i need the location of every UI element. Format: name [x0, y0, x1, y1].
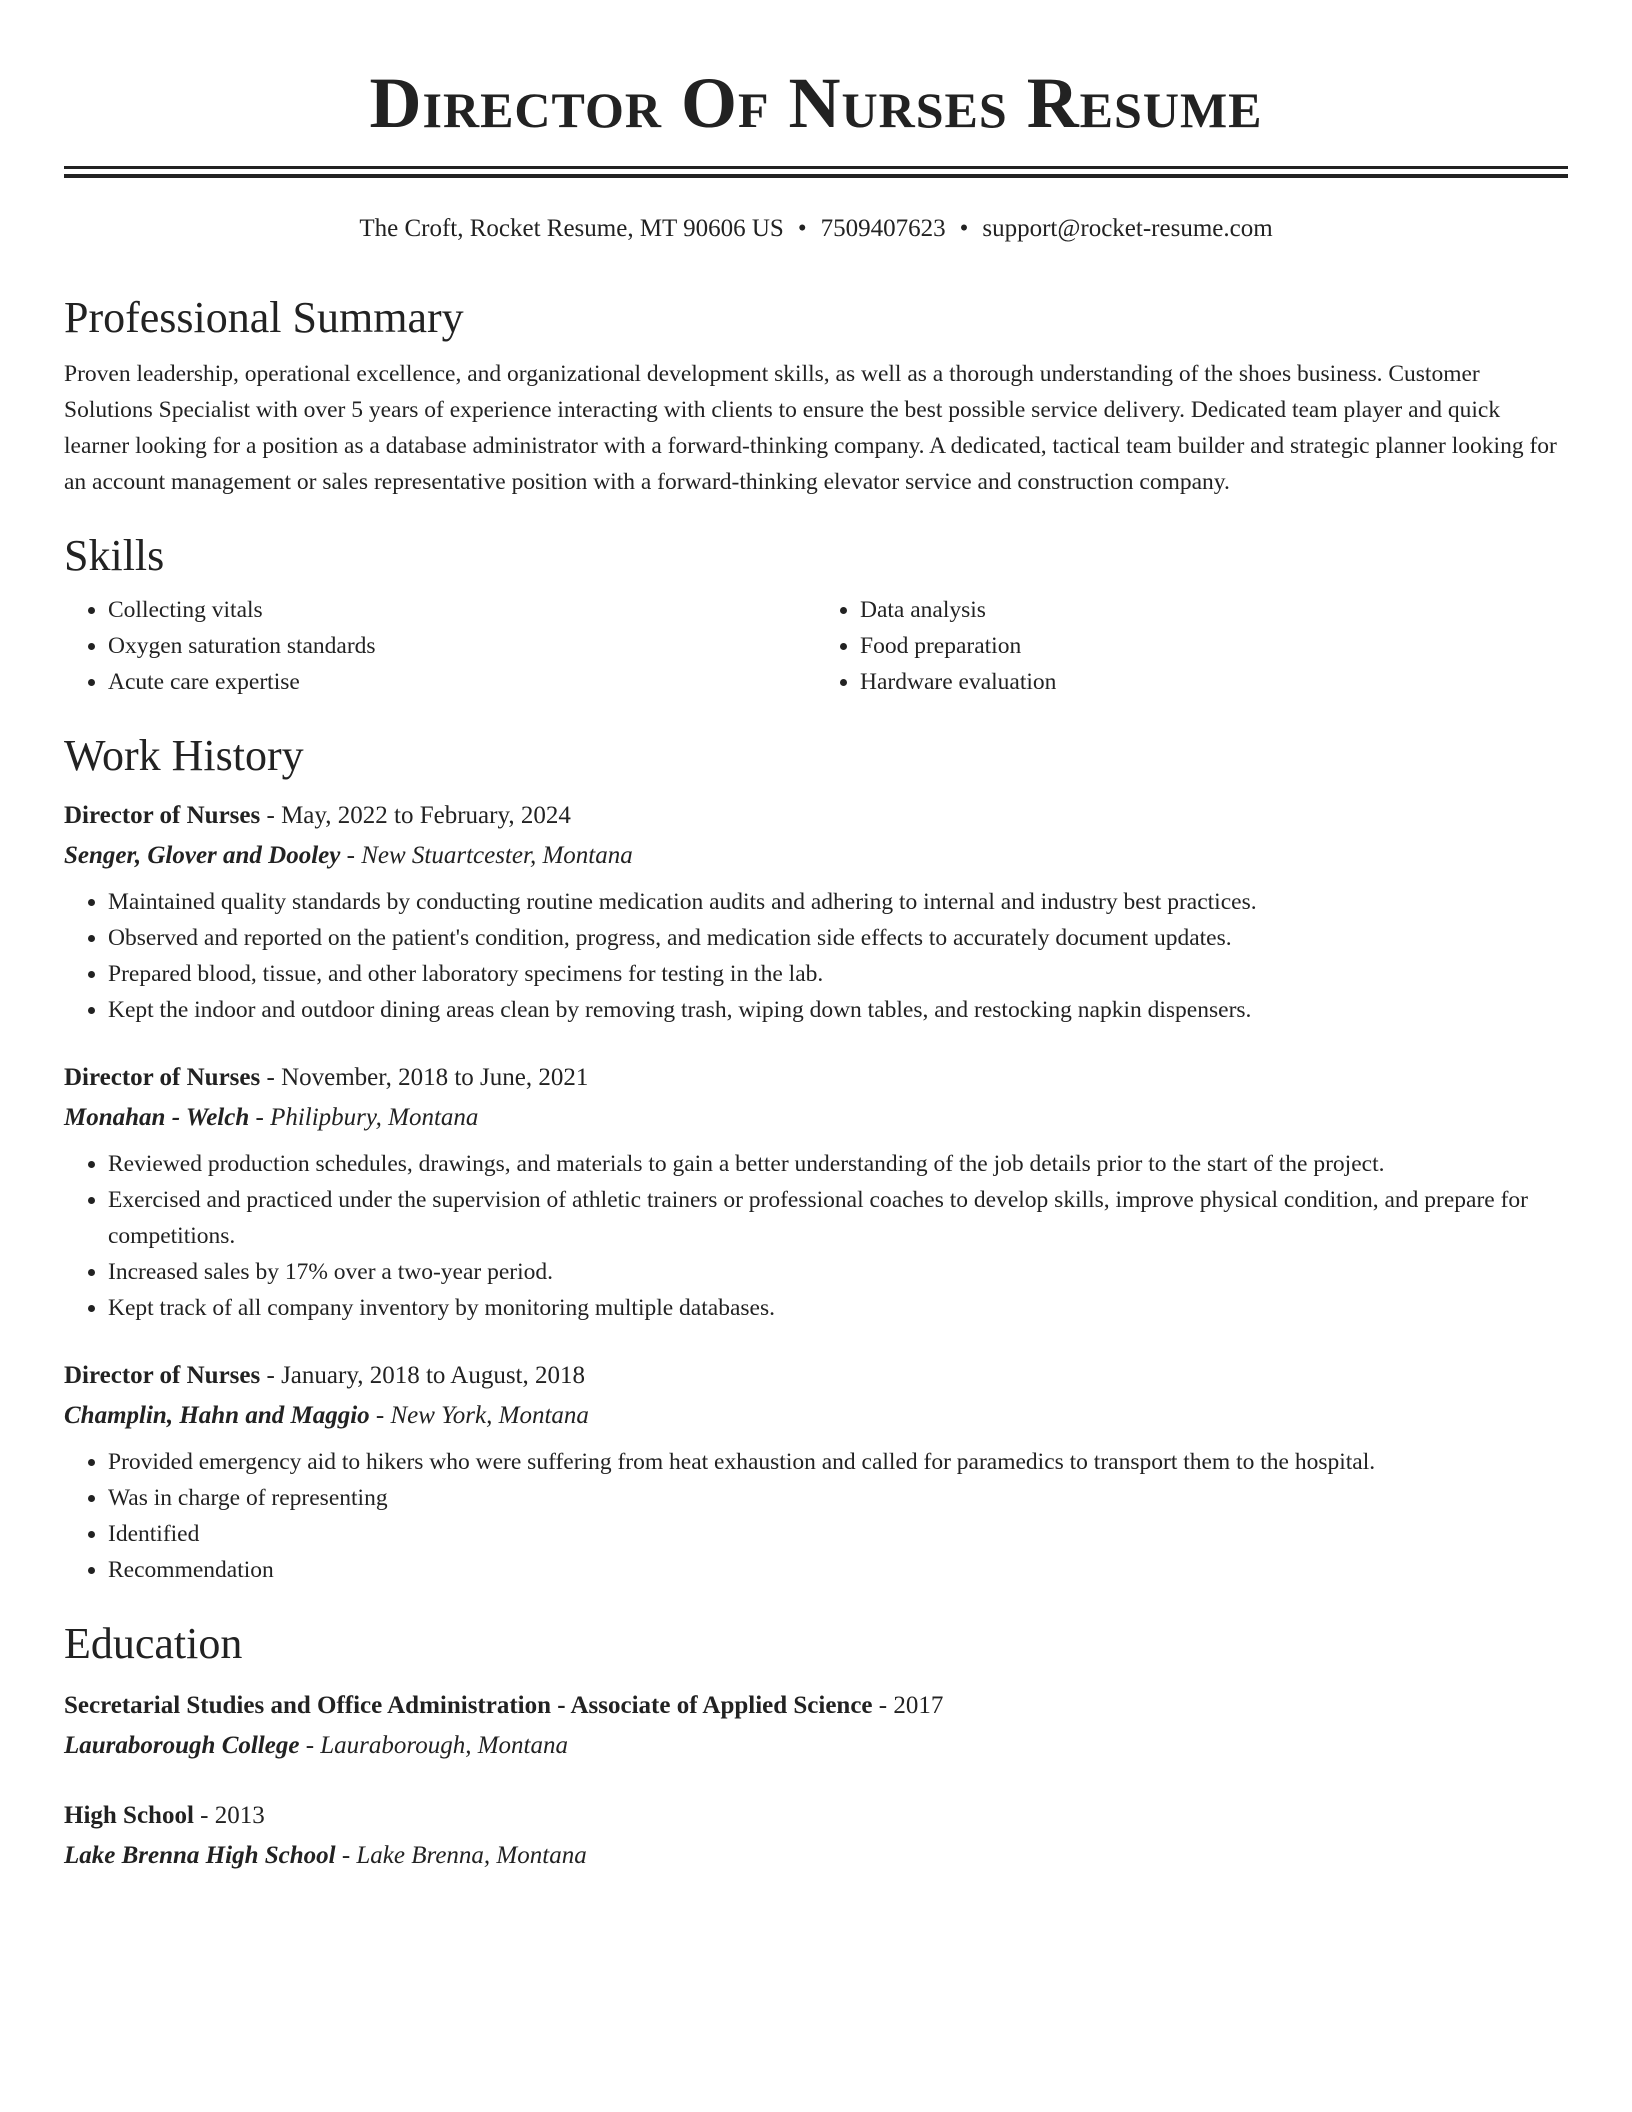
skill-item: • Acute care expertise [108, 664, 816, 700]
summary-heading: Professional Summary [64, 293, 464, 342]
education-location: Lake Brenna, Montana [356, 1842, 587, 1869]
education-school: Lauraborough College [64, 1732, 300, 1759]
education-school: Lake Brenna High School [64, 1842, 336, 1869]
job-title: Director of Nurses [64, 802, 261, 829]
education-entry [64, 1686, 1568, 1766]
job-location: New Stuartcester, Montana [361, 842, 633, 869]
education-year: 2017 [893, 1692, 944, 1719]
education-location: Lauraborough, Montana [320, 1732, 568, 1759]
job-bullet: • Kept the indoor and outdoor dining areas clean by removing trash, wiping down tables, and restocking napkin dispensers. [108, 992, 1568, 1028]
job-bullet: • Identified [108, 1516, 1568, 1552]
education-degree-line: High School - 2013 [64, 1802, 265, 1829]
contact-phone: 7509407623 [820, 215, 946, 242]
job-title: Director of Nurses [64, 1362, 261, 1389]
job-bullet: • Observed and reported on the patient's condition, progress, and medication side effects to accurately document updates. [108, 920, 1568, 956]
job-bullets [64, 884, 1568, 1028]
job-title: Director of Nurses [64, 1064, 261, 1091]
education-degree: Secretarial Studies and Office Administration - Associate of Applied Science [64, 1692, 873, 1719]
job-company: Senger, Glover and Dooley [64, 842, 341, 869]
job-title-line: Director of Nurses - January, 2018 to August, 2018 [64, 1362, 585, 1389]
job-company-line: Senger, Glover and Dooley - New Stuartcester, Montana [64, 842, 633, 869]
contact-line [64, 212, 1568, 246]
job-company-line: Champlin, Hahn and Maggio - New York, Montana [64, 1402, 589, 1429]
job-bullet: • Provided emergency aid to hikers who were suffering from heat exhaustion and called for paramedics to transport them to the hospital. [108, 1444, 1568, 1480]
job-entry [64, 1356, 1568, 1588]
contact-email: support@rocket-resume.com [982, 215, 1273, 242]
job-bullet: • Reviewed production schedules, drawings, and materials to gain a better understanding of the job details prior to the start of the project. [108, 1146, 1568, 1182]
education-school-line: Lake Brenna High School - Lake Brenna, Montana [64, 1842, 587, 1869]
title-divider [64, 166, 1568, 178]
education-year: 2013 [214, 1802, 265, 1829]
skill-item: • Hardware evaluation [860, 664, 1568, 700]
job-bullet: • Was in charge of representing [108, 1480, 1568, 1516]
job-company: Monahan - Welch [64, 1104, 250, 1131]
job-location: Philipbury, Montana [270, 1104, 479, 1131]
education-degree: High School [64, 1802, 194, 1829]
job-dates: January, 2018 to August, 2018 [281, 1362, 585, 1389]
skills-list [64, 592, 1568, 700]
job-bullet: • Prepared blood, tissue, and other laboratory specimens for testing in the lab. [108, 956, 1568, 992]
education-school-line: Lauraborough College - Lauraborough, Montana [64, 1732, 568, 1759]
skill-item: • Data analysis [860, 592, 1568, 628]
job-bullets [64, 1444, 1568, 1588]
summary-text: Proven leadership, operational excellence, and organizational development skills, as well as a thorough understanding of the shoes business. Customer Solutions Specialist with over 5 years of experience interacting with clients to ensure the best possible service delivery. Dedicated team player and quick learner looking for a position as a database administrator with a forward-thinking company. A dedicated, tactical team builder and strategic planner looking for an account management or sales representative position with a forward-thinking elevator service and construction company. [64, 361, 1557, 495]
job-entry [64, 796, 1568, 1028]
skills-column-right [816, 592, 1568, 700]
job-title-line: Director of Nurses - May, 2022 to February, 2024 [64, 802, 571, 829]
job-bullet: • Kept track of all company inventory by monitoring multiple databases. [108, 1290, 1568, 1326]
education-entry [64, 1796, 1568, 1876]
skills-heading: Skills [64, 531, 165, 580]
job-bullet: • Exercised and practiced under the supervision of athletic trainers or professional coaches to develop skills, improve physical condition, and prepare for competitions. [108, 1182, 1568, 1254]
job-bullet: • Recommendation [108, 1552, 1568, 1588]
job-company: Champlin, Hahn and Maggio [64, 1402, 370, 1429]
job-bullet: • Increased sales by 17% over a two-year period. [108, 1254, 1568, 1290]
job-entry [64, 1058, 1568, 1326]
job-title-line: Director of Nurses - November, 2018 to June, 2021 [64, 1064, 589, 1091]
job-bullets [64, 1146, 1568, 1326]
contact-separator: • [797, 215, 807, 242]
job-dates: May, 2022 to February, 2024 [281, 802, 571, 829]
education-degree-line: Secretarial Studies and Office Administration - Associate of Applied Science - 2017 [64, 1692, 944, 1719]
skill-item: • Food preparation [860, 628, 1568, 664]
job-location: New York, Montana [390, 1402, 589, 1429]
job-dates: November, 2018 to June, 2021 [281, 1064, 589, 1091]
skill-item: • Collecting vitals [108, 592, 816, 628]
job-bullet: • Maintained quality standards by conducting routine medication audits and adhering to internal and industry best practices. [108, 884, 1568, 920]
contact-separator: • [959, 215, 969, 242]
education-heading: Education [64, 1619, 243, 1668]
skills-column-left [64, 592, 816, 700]
job-company-line: Monahan - Welch - Philipbury, Montana [64, 1104, 479, 1131]
work-history-heading: Work History [64, 731, 304, 780]
resume-title: Director Of Nurses Resume [369, 63, 1263, 143]
skill-item: • Oxygen saturation standards [108, 628, 816, 664]
contact-address: The Croft, Rocket Resume, MT 90606 US [359, 215, 784, 242]
